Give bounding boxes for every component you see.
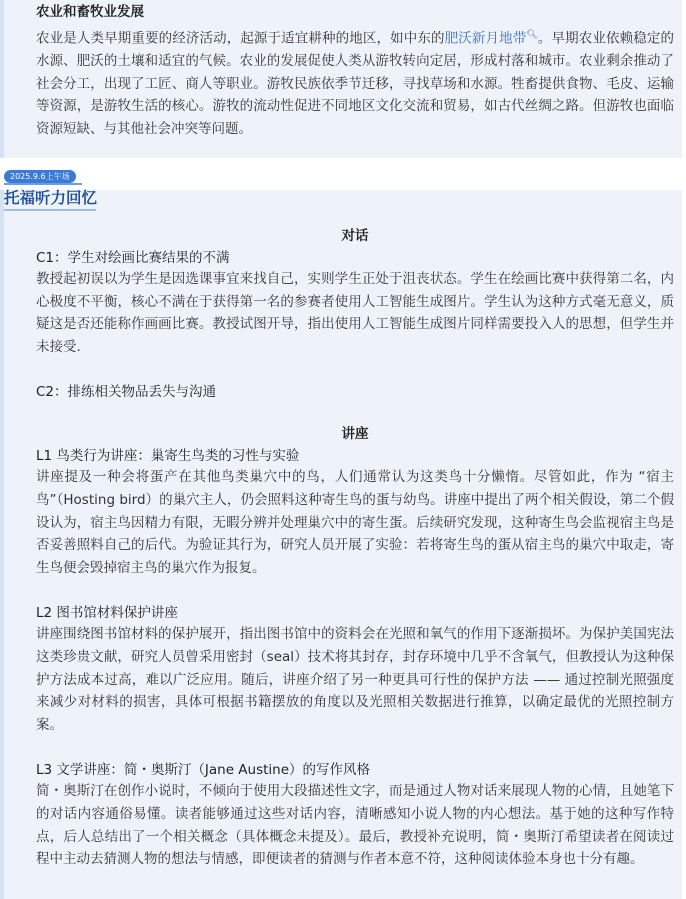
section-title: 托福听力回忆 xyxy=(4,189,98,207)
agriculture-heading: 农业和畜牧业发展 xyxy=(36,4,144,20)
l2-body: 讲座围绕图书馆材料的保护展开，指出图书馆中的资料会在光照和氧气的作用下逐渐损坏。为保护美国宪法这类珍贵文献，研究人员曾采用密封（seal）技术将其封存，封存环境中几乎不含氧气，但教授认为这种保护方法成本过高，难以广泛应用。随后，讲座介绍了另一种更具可行性的保护方法 —— 通过控制光照强度来减少对材料的损害，具体可根据书籍摆放的角度以及光照相关数据进行推算，以确定最优的光照控制方案。 xyxy=(36,626,674,733)
lecture-heading: 讲座 xyxy=(341,426,369,443)
l1-body: 讲座提及一种会将蛋产在其他鸟类巢穴中的鸟，人们通常认为这类鸟十分懒惰。尽管如此，作为 “宿主鸟”（Hosting bird）的巢穴主人，仍会照料这种寄生鸟的蛋与幼鸟。讲座中提出了两个相关假设，第二个假设认为，宿主鸟因精力有限，无暇分辨并处理巢穴中的寄生蛋。后续研究发现，这种寄生鸟会监视宿主鸟是否妥善照料自己的后代。为验证其行为，研究人员开展了实验：若将寄生鸟的蛋从宿主鸟的巢穴中取走，寄生鸟便会毁掉宿主鸟的巢穴作为报复。 xyxy=(36,469,674,576)
l3-body: 简・奥斯汀在创作小说时，不倾向于使用大段描述性文字，而是通过人物对话来展现人物的心情，且她笔下的对话内容通俗易懂。读者能够通过这些对话内容，清晰感知小说人物的内心想法。基于她的这种写作特点，后人总结出了一个相关概念（具体概念未提及）。最后，教授补充说明，简・奥斯汀希望读者在阅读过程中主动去猜测人物的想法与情感，即便读者的猜测与作者本意不符，这种阅读体验本身也十分有趣。 xyxy=(36,783,674,868)
c2-title: C2：排练相关物品丢失与沟通 xyxy=(36,384,217,401)
c1-title: C1：学生对绘画比赛结果的不满 xyxy=(36,250,230,266)
date-badge: 2025.9.6上午场 xyxy=(4,170,76,183)
section-title-underline xyxy=(4,209,96,211)
c1-body: 教授起初误以为学生是因选课事宜来找自己，实则学生正处于沮丧状态。学生在绘画比赛中获得第二名，内心极度不平衡，核心不满在于获得第一名的参赛者使用人工智能生成图片。学生认为这种方式毫无意义，质疑这是否还能称作画画比赛。教授试图开导，指出使用人工智能生成图片同样需要投入人的思想，但学生并未接受. xyxy=(36,271,674,355)
l2-title: L2 图书馆材料保护讲座 xyxy=(36,605,178,622)
agriculture-text-before-link: 农业是人类早期重要的经济活动，起源于适宜耕种的地区，如中东的 xyxy=(36,30,445,47)
agriculture-section xyxy=(0,0,682,158)
dialogue-heading: 对话 xyxy=(341,228,369,244)
l3-title: L3 文学讲座：简・奥斯汀（Jane Austine）的写作风格 xyxy=(36,762,371,779)
agriculture-paragraph xyxy=(36,24,674,140)
search-icon[interactable]: 🔍︎ xyxy=(526,30,538,40)
date-badge-underline xyxy=(4,183,82,185)
l1-title: L1 鸟类行为讲座：巢寄生鸟类的习性与实验 xyxy=(36,448,300,465)
fertile-crescent-link[interactable]: 肥沃新月地带 xyxy=(444,30,527,47)
toefl-listening-section xyxy=(0,190,682,899)
agriculture-text-after-link: 。早期农业依赖稳定的水源、肥沃的土壤和适宜的气候。农业的发展促使人类从游牧转向定居，形成村落和城市。农业剩余推动了社会分工，出现了工匠、商人等职业。游牧民族依季节迁移，寻找草场和水源。牲畜提供食物、毛皮、运输等资源，是游牧生活的核心。游牧的流动性促进不同地区文化交流和贸易，如古代丝绸之路。但游牧也面临资源短缺、与其他社会冲突等问题。 xyxy=(36,30,675,137)
